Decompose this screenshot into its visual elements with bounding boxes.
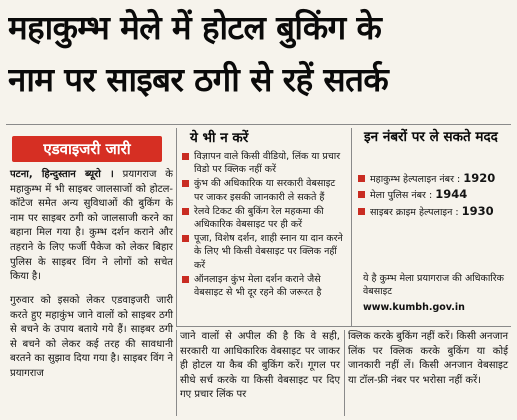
bullet-square-icon — [358, 175, 365, 182]
column-divider-left — [176, 128, 177, 326]
list-item: ऑनलाइन कुंभ मेला दर्शन कराने जैसे वेबसाइट से भी दूर रहने की जरूरत है — [182, 273, 344, 300]
column-1-continuation: गुरुवार को इसको लेकर एडवाइजरी जारी करते हुए महाकुंभ जाने वालों को साइबर ठगी से बचने के उपाय बताये गये हैं। साइबर ठगी से बचने को लेकर कई तरह की सावधानी बरतने का सुझाव दिया गया है। साइबर विंग ने प्रयागराज — [10, 295, 173, 379]
helpline-item: साइबर क्राइम हेल्पलाइन : 1930 — [358, 205, 508, 219]
bullet-square-icon — [182, 180, 189, 187]
list-item: कुंभ की अधिकारिक या सरकारी वेबसाइट पर जाकर इसकी जानकारी ले सकते हैं — [182, 177, 344, 204]
bullet-square-icon — [182, 208, 189, 215]
helpline-item: मेला पुलिस नंबर : 1944 — [358, 188, 508, 202]
bullet-square-icon — [182, 153, 189, 160]
bullet-square-icon — [182, 235, 189, 242]
helpline-number: 1930 — [461, 203, 494, 218]
headline-line-2: नाम पर साइबर ठगी से रहें सतर्क — [8, 60, 389, 99]
bullet-square-icon — [358, 191, 365, 198]
bullet-square-icon — [182, 276, 189, 283]
dateline: पटना, हिन्दुस्तान ब्यूरो । — [10, 169, 114, 180]
helpline-section-title: इन नंबरों पर ले सकते मदद — [364, 129, 498, 145]
lead-paragraph — [10, 168, 173, 285]
column-divider-right — [351, 128, 352, 326]
column-2-continuation: जाने वालों से अपील की है कि वे सही, सरकारी या आधिकारिक वेबसाइट पर जाकर ही होटल या कैब की बुकिंग करें। गूगल पर सीधे सर्च करके या किसी वेबसाइट पर दिए गए प्रचार लिंक पर — [180, 331, 340, 401]
list-item: रेलवे टिकट की बुकिंग रेल महकमा की अधिकारिक वेबसाइट पर ही करें — [182, 205, 344, 232]
helpline-number: 1920 — [463, 171, 496, 185]
dont-section-title: ये भी न करें — [190, 130, 249, 146]
headline-line-1: महाकुम्भ मेले में होटल बुकिंग के — [8, 8, 382, 47]
helpline-number: 1944 — [435, 187, 468, 202]
lower-divider-1 — [176, 330, 177, 416]
lead-text: प्रयागराज के महाकुम्भ में भी साइबर जालसाजों को होटल-कॉटेज समेत अन्य सुविधाओं की बुकिंग के नाम पर साइबर ठगी को जालसाजी करने का बहाना मिल गया है। कुम्भ दर्शन कराने और तहराने के लिए फर्जी पैकेज को लेकर बिहार पुलिस के साइबर विंग ने लोगों को सचेत किया है। — [10, 169, 173, 283]
column-3-continuation: क्लिक करके बुकिंग नहीं करें। किसी अनजान लिंक पर क्लिक करके बुकिंग या कोई जानकारी नहीं लें। किसी अनजान वेबसाइट या टॉल-फ्री नंबर पर भरोसा नहीं करें। — [348, 331, 509, 386]
list-item: विज्ञापन वाले किसी वीडियो, लिंक या प्रचार विडो पर क्लिक नहीं करें — [182, 150, 344, 177]
lower-divider-2 — [344, 330, 345, 416]
dont-list — [182, 150, 344, 300]
bullet-square-icon — [358, 208, 365, 215]
helpline-list — [358, 172, 508, 221]
box-bottom-divider — [176, 326, 511, 327]
portal-note: ये है कुम्भ मेला प्रयागराज की अधिकारिक वेबसाइट — [363, 273, 504, 297]
headline-divider — [6, 124, 511, 125]
advisory-badge: एडवाइजरी जारी — [12, 136, 162, 162]
list-item: पूजा, विशेष दर्शन, शाही स्नान या दान करने के लिए भी किसी वेबसाइट पर क्लिक नहीं करें — [182, 232, 344, 272]
helpline-item: महाकुम्भ हेल्पलाइन नंबर : 1920 — [358, 172, 508, 186]
portal-url: www.kumbh.gov.in — [363, 302, 465, 313]
